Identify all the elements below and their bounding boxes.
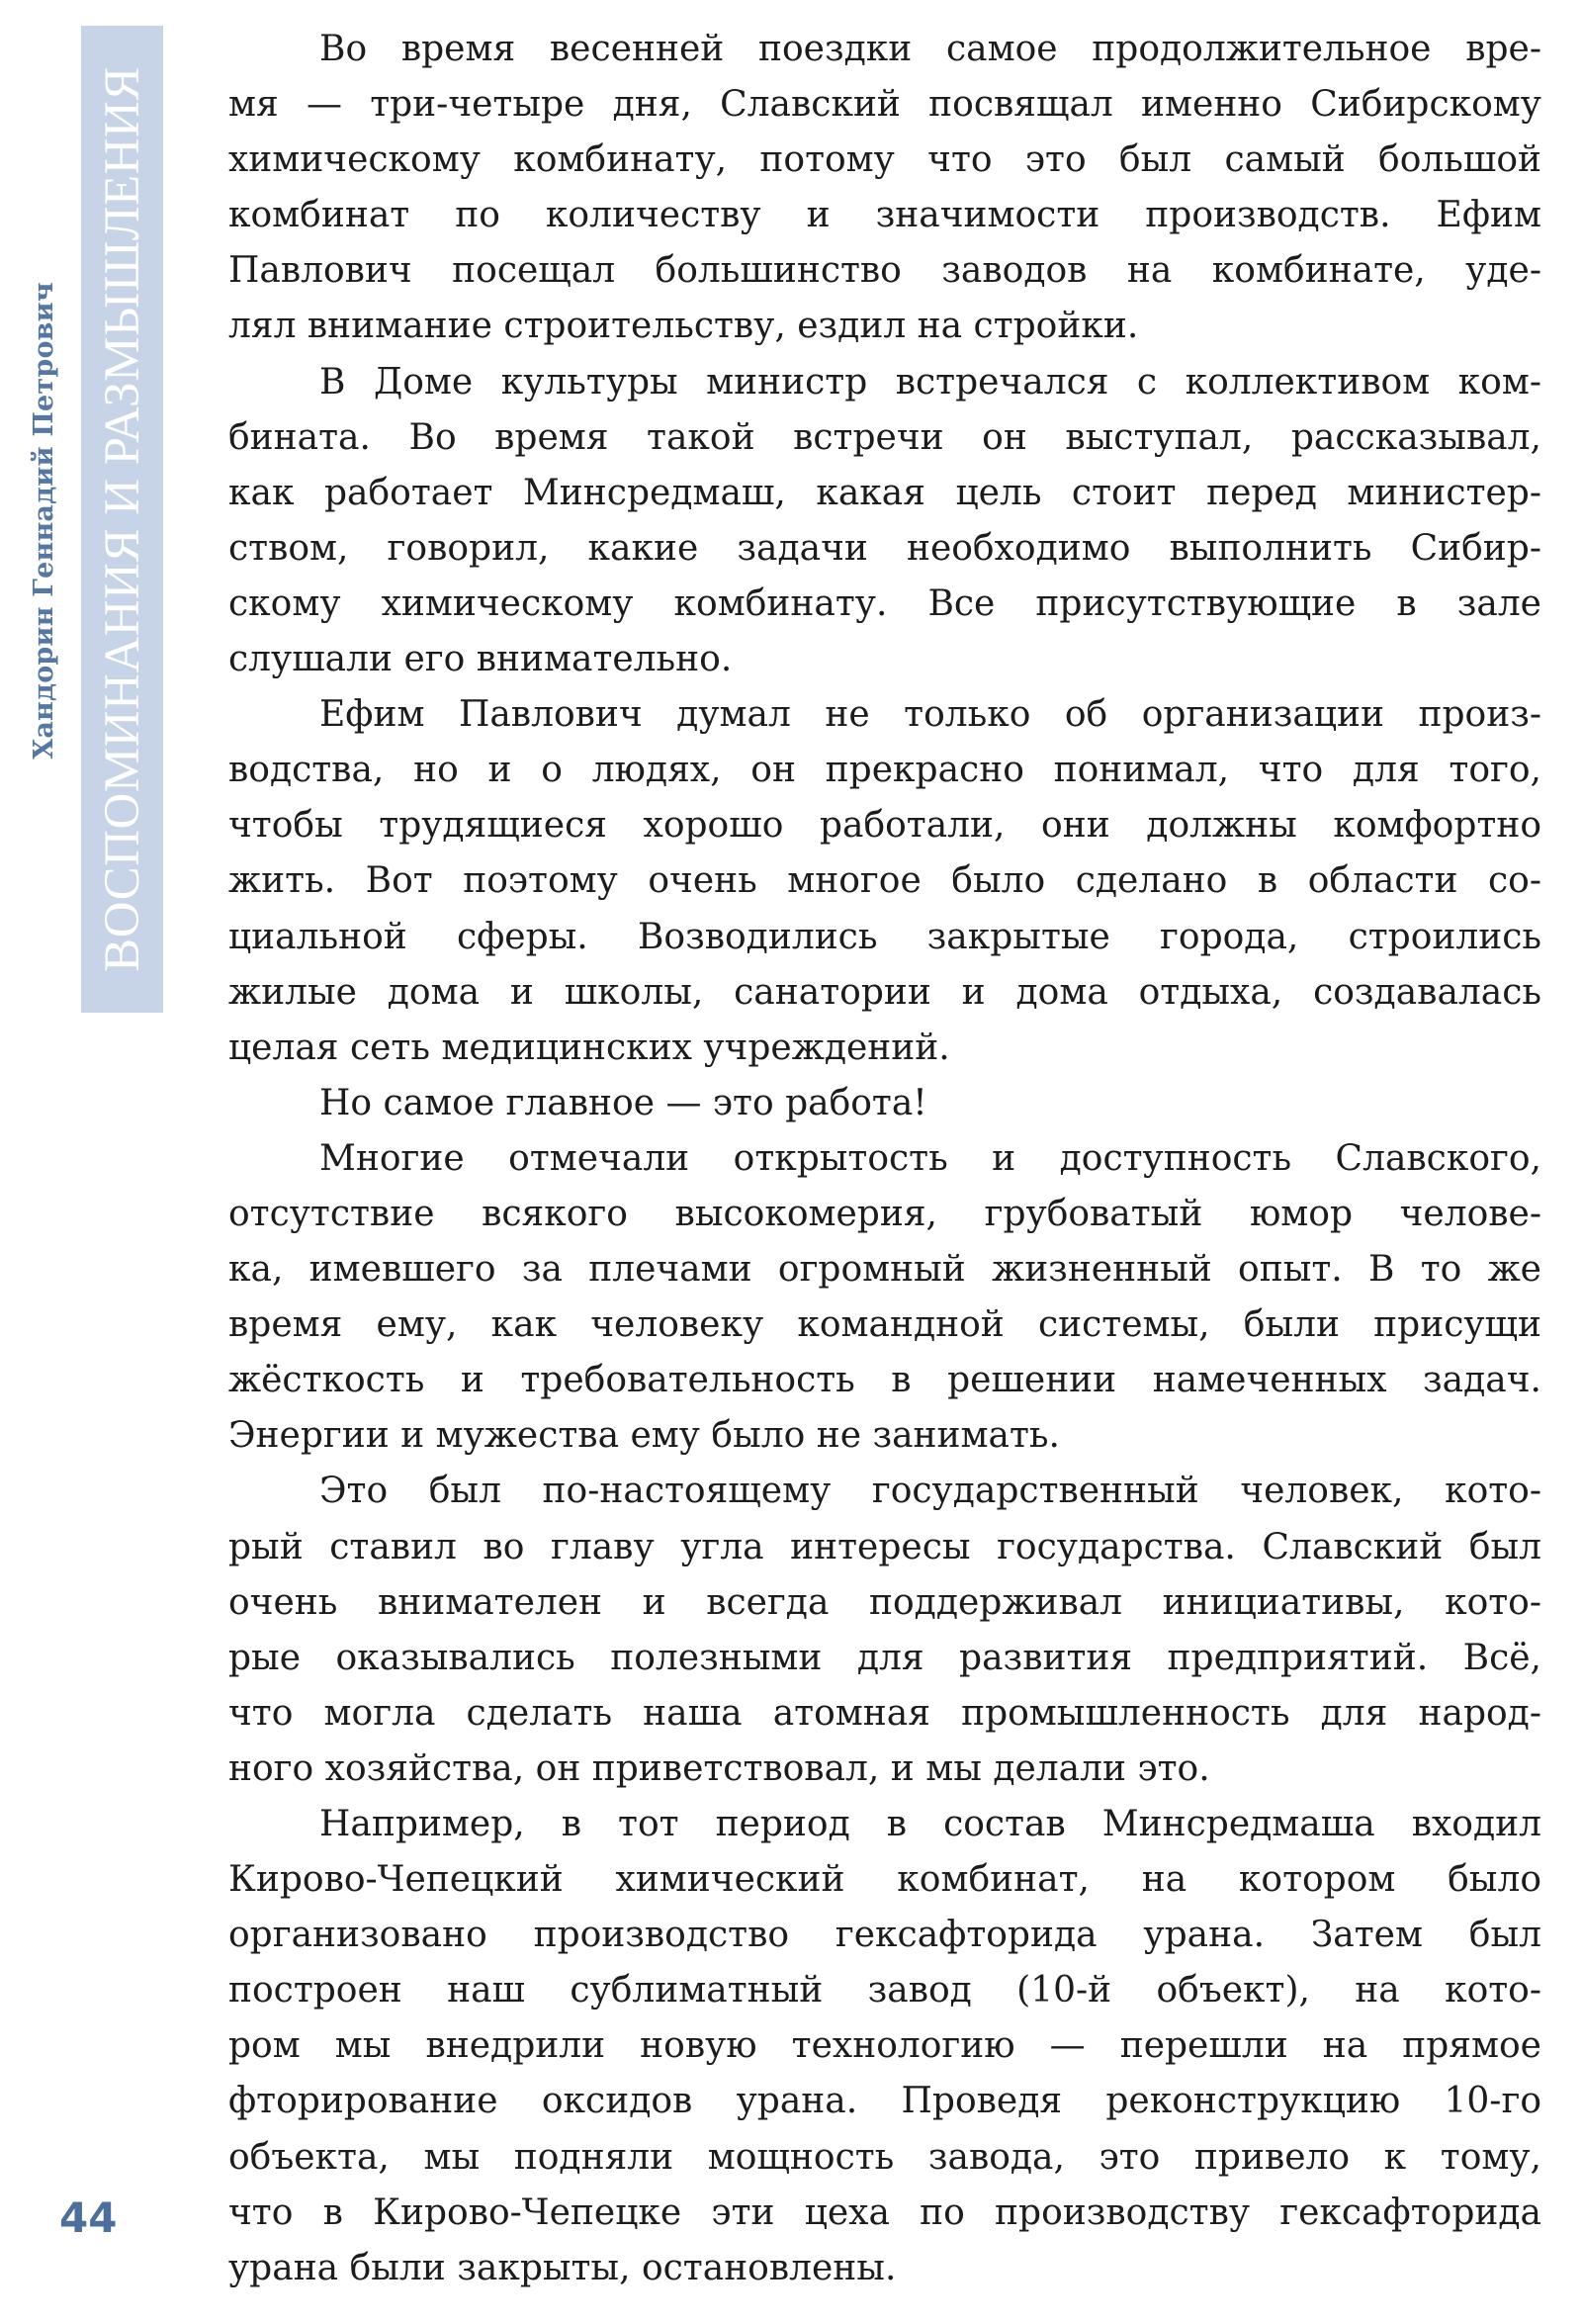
- author-name: Хандорин Геннадий Петрович: [28, 281, 59, 760]
- paragraph: [228, 1464, 1541, 1797]
- text-line: Это был по-настоящему государственный человек, кото-: [319, 1471, 1541, 1512]
- running-author-name: [24, 227, 63, 813]
- text-line: химическому комбинату, потому что это был самый большой: [228, 139, 1541, 181]
- text-line: мя — три-четыре дня, Славский посвящал именно Сибирскому: [228, 84, 1541, 126]
- text-line: рый ставил во главу угла интересы государства. Славский был: [228, 1526, 1541, 1567]
- text-line: водства, но и о людях, он прекрасно понимал, что для того,: [228, 750, 1541, 791]
- text-line: ром мы внедрили новую технологию — перешли на прямое: [228, 2025, 1541, 2067]
- text-line: жёсткость и требовательность в решении намеченных задач.: [228, 1360, 1541, 1401]
- text-line: что могла сделать наша атомная промышленность для народ-: [228, 1692, 1541, 1734]
- text-line: комбинат по количеству и значимости производств. Ефим: [228, 195, 1541, 236]
- text-line: слушали его внимательно.: [228, 639, 733, 680]
- paragraph: [228, 355, 1541, 688]
- text-line: Многие отмечали открытость и доступность Славского,: [319, 1137, 1541, 1179]
- text-line: Но самое главное — это работа!: [319, 1082, 927, 1123]
- text-line: отсутствие всякого высокомерия, грубоватый юмор челове-: [228, 1193, 1541, 1234]
- text-line: Энергии и мужества ему было не занимать.: [228, 1415, 1060, 1457]
- text-line: жить. Вот поэтому очень многое было сделано в области со-: [228, 860, 1541, 902]
- text-line: как работает Минсредмаш, какая цель стоит перед министер-: [228, 472, 1541, 513]
- page-number: 44: [59, 2193, 118, 2242]
- text-line: целая сеть медицинских учреждений.: [228, 1027, 950, 1068]
- text-line: Павлович посещал большинство заводов на комбинате, уде-: [228, 250, 1541, 292]
- text-line: построен наш сублиматный завод (10-й объект), на кото-: [228, 1970, 1541, 2011]
- text-line: фторирование оксидов урана. Проведя реконструкцию 10-го: [228, 2081, 1541, 2122]
- book-title: ВОСПОМИНАНИЯ И РАЗМЫШЛЕНИЯ: [94, 66, 150, 972]
- text-line: циальной сферы. Возводились закрытые города, строились: [228, 916, 1541, 957]
- text-line: В Доме культуры министр встречался с коллективом ком-: [319, 361, 1541, 402]
- text-line: лял внимание строительству, ездил на стройки.: [228, 306, 1139, 347]
- text-line: скому химическому комбинату. Все присутствующие в зале: [228, 582, 1541, 624]
- body-text: [228, 22, 1541, 2296]
- text-line: жилые дома и школы, санатории и дома отдыха, создавалась: [228, 971, 1541, 1013]
- text-line: Во время весенней поездки самое продолжительное вре-: [319, 29, 1541, 69]
- paragraph: [228, 1076, 1541, 1131]
- text-line: урана были закрыты, остановлены.: [228, 2247, 897, 2288]
- text-line: объекта, мы подняли мощность завода, это привело к тому,: [228, 2136, 1541, 2178]
- paragraph: [228, 687, 1541, 1076]
- text-line: чтобы трудящиеся хорошо работали, они должны комфортно: [228, 805, 1541, 847]
- text-line: время ему, как человеку командной системы, были присущи: [228, 1304, 1541, 1346]
- text-line: рые оказывались полезными для развития предприятий. Всё,: [228, 1637, 1541, 1678]
- text-line: что в Кирово-Чепецке эти цеха по производству гексафторида: [228, 2191, 1541, 2233]
- paragraph: [228, 22, 1541, 355]
- text-line: бината. Во время такой встречи он выступал, рассказывал,: [228, 416, 1541, 458]
- text-line: ка, имевшего за плечами огромный жизненный опыт. В то же: [228, 1249, 1541, 1291]
- book-title-band: [81, 26, 163, 1013]
- text-line: очень внимателен и всегда поддерживал инициативы, кото-: [228, 1581, 1541, 1623]
- text-line: ного хозяйства, он приветствовал, и мы делали это.: [228, 1747, 1210, 1789]
- paragraph: [228, 1797, 1541, 2296]
- text-line: ством, говорил, какие задачи необходимо выполнить Сибир-: [228, 527, 1541, 569]
- text-line: Ефим Павлович думал не только об организации произ-: [319, 694, 1541, 736]
- text-line: организовано производство гексафторида урана. Затем был: [228, 1915, 1541, 1956]
- text-line: Например, в тот период в состав Минсредмаша входил: [319, 1804, 1541, 1844]
- text-line: Кирово-Чепецкий химический комбинат, на котором было: [228, 1859, 1541, 1901]
- paragraph: [228, 1131, 1541, 1465]
